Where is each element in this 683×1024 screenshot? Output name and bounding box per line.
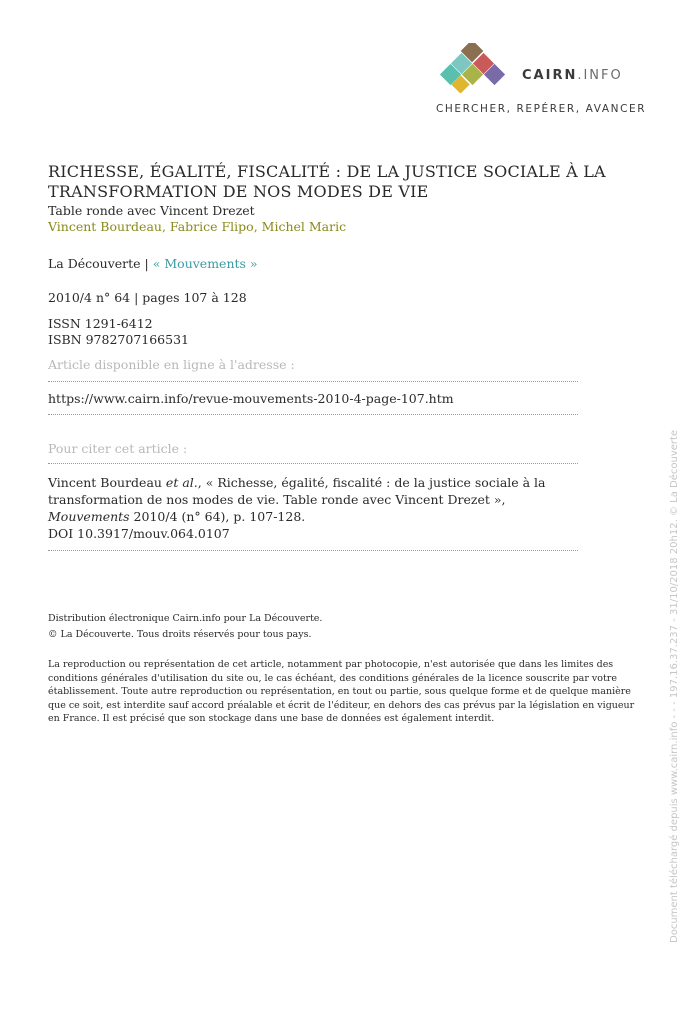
citation-body: , « Richesse, égalité, fiscalité : de la justice sociale à la transformation de nos modes de vie. Table ronde avec Vincent Drezet », bbox=[48, 475, 546, 507]
citation-author: Vincent Bourdeau bbox=[48, 475, 166, 490]
divider bbox=[48, 414, 578, 415]
citation-text bbox=[48, 474, 608, 542]
publisher-name: La Découverte | bbox=[48, 256, 153, 271]
issn: ISSN 1291-6412 bbox=[48, 316, 153, 331]
divider bbox=[48, 463, 578, 464]
article-url[interactable]: https://www.cairn.info/revue-mouvements-2010-4-page-107.htm bbox=[48, 391, 454, 406]
article-authors[interactable]: Vincent Bourdeau, Fabrice Flipo, Michel Maric bbox=[48, 219, 347, 234]
distribution-line: Distribution électronique Cairn.info pour La Découverte. bbox=[48, 613, 323, 624]
download-watermark-text: Document téléchargé depuis www.cairn.info - - - 197.16.37.237 - 31/10/2018 20h12. © La Découverte bbox=[669, 429, 680, 943]
distribution-block bbox=[48, 611, 322, 643]
divider bbox=[48, 550, 578, 551]
download-watermark bbox=[667, 383, 683, 943]
cairn-wordmark bbox=[522, 68, 623, 83]
cairn-logo-mark-icon bbox=[436, 43, 508, 93]
divider bbox=[48, 381, 578, 382]
wordmark-suffix: .INFO bbox=[577, 68, 623, 83]
availability-label: Article disponible en ligne à l'adresse : bbox=[48, 357, 295, 372]
citation-label: Pour citer cet article : bbox=[48, 441, 188, 456]
citation-issue: 2010/4 (n° 64), p. 107-128. bbox=[129, 509, 306, 524]
article-subtitle: Table ronde avec Vincent Drezet bbox=[48, 203, 255, 218]
publisher-line bbox=[48, 256, 258, 271]
citation-doi[interactable]: DOI 10.3917/mouv.064.0107 bbox=[48, 526, 230, 541]
wordmark-main: CAIRN bbox=[522, 68, 578, 83]
citation-etal: et al. bbox=[165, 475, 198, 490]
citation-journal: Mouvements bbox=[48, 509, 130, 524]
series-link[interactable]: « Mouvements » bbox=[152, 256, 258, 271]
cairn-tagline: CHERCHER, REPÉRER, AVANCER bbox=[436, 103, 647, 115]
isbn: ISBN 9782707166531 bbox=[48, 332, 189, 347]
issue-info: 2010/4 n° 64 | pages 107 à 128 bbox=[48, 290, 247, 305]
cairn-logo bbox=[436, 43, 646, 123]
article-title: RICHESSE, ÉGALITÉ, FISCALITÉ : DE LA JUSTICE SOCIALE À LA TRANSFORMATION DE NOS MODES DE VIE bbox=[48, 162, 606, 201]
copyright-line: © La Découverte. Tous droits réservés pour tous pays. bbox=[48, 629, 312, 640]
legal-notice: La reproduction ou représentation de cet article, notamment par photocopie, n'est autorisée que dans les limites des conditions générales d'utilisation du site ou, le cas échéant, des conditions générales de la licence souscrite par votre établissement. Toute autre reproduction ou représentation, en tout ou partie, sous quelque forme et de quelque manière que ce soit, est interdite sauf accord préalable et écrit de l'éditeur, en dehors des cas prévus par la législation en vigueur en France. Il est précisé que son stockage dans une base de données est également interdit. bbox=[48, 659, 635, 724]
